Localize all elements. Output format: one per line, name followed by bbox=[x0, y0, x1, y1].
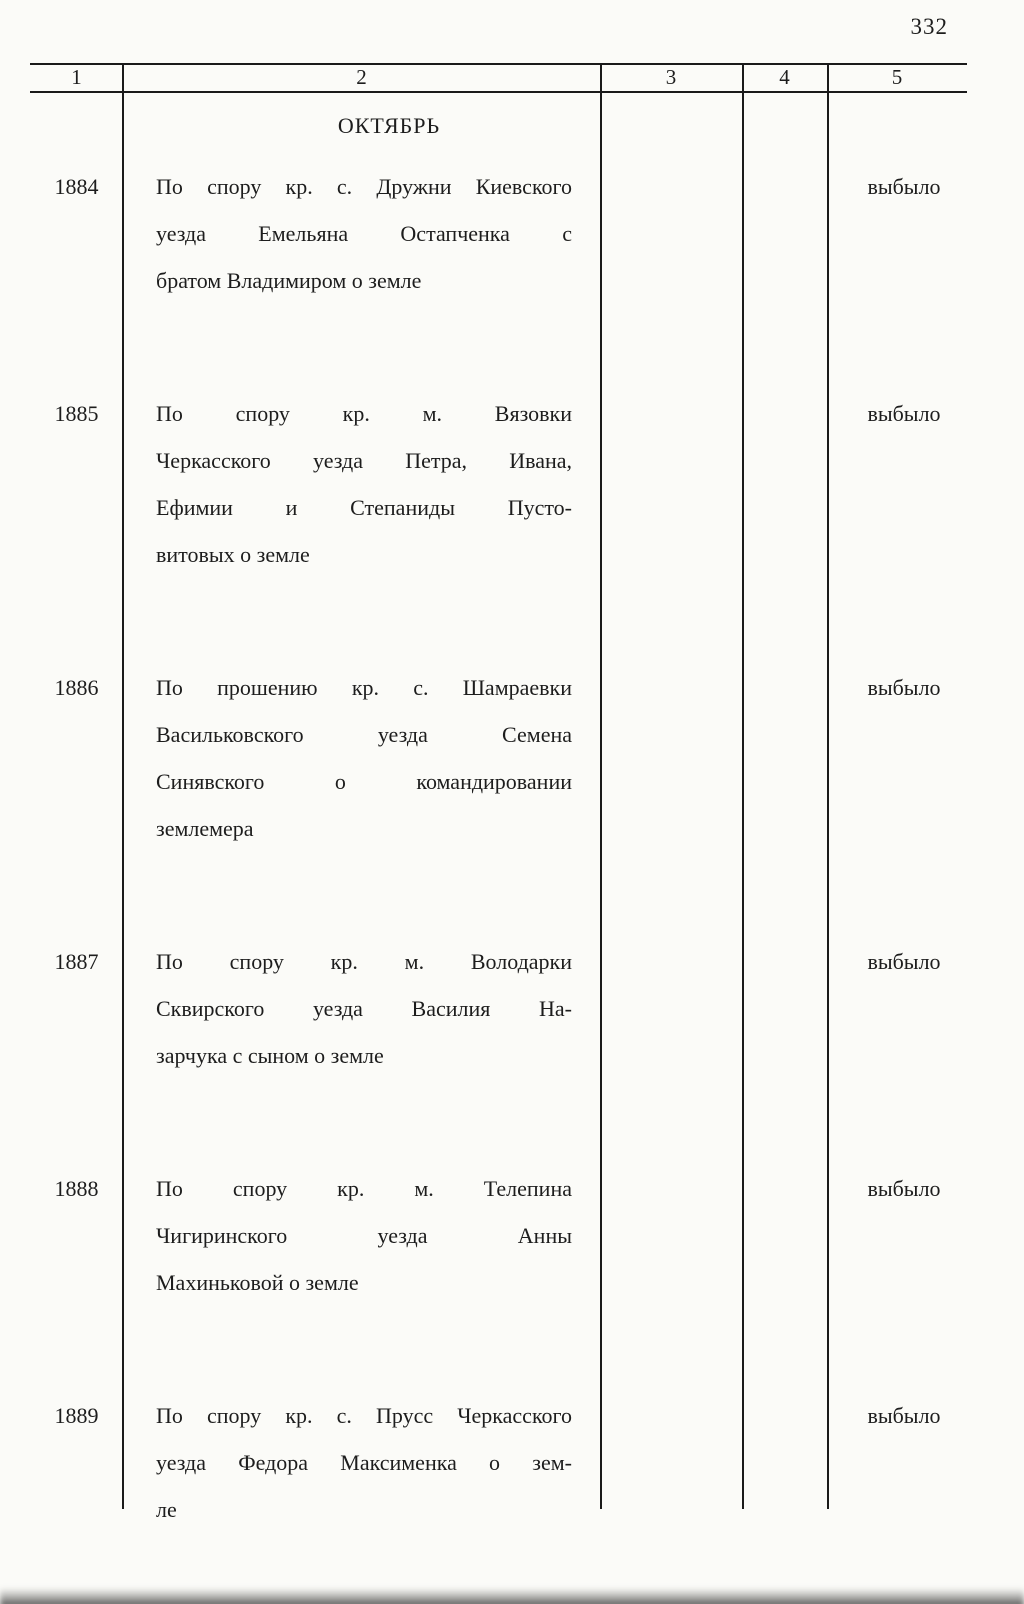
empty-cell-4 bbox=[742, 664, 827, 852]
entry-description bbox=[123, 390, 600, 578]
empty-cell-4 bbox=[742, 1392, 827, 1533]
entry-number: 1886 bbox=[54, 675, 99, 700]
entry-number: 1887 bbox=[54, 949, 99, 974]
entry-description bbox=[123, 1165, 600, 1306]
description-line: Ефимии и Степаниды Пусто- bbox=[156, 495, 572, 520]
entry-description bbox=[123, 938, 600, 1079]
description-line: По прошению кр. с. Шамраевки bbox=[156, 675, 572, 700]
column-header-1: 1 bbox=[71, 65, 82, 89]
description-line: По спору кр. с. Дружни Киевского bbox=[156, 174, 572, 199]
table-rows bbox=[0, 163, 1024, 1533]
entry-number: 1888 bbox=[54, 1176, 99, 1201]
table-body bbox=[0, 102, 1024, 1604]
empty-cell-3 bbox=[600, 1165, 742, 1306]
description-line: Махиньковой о земле bbox=[156, 1270, 359, 1295]
description-line: По спору кр. м. Телепина bbox=[156, 1176, 572, 1201]
entry-description bbox=[123, 664, 600, 852]
empty-cell-3 bbox=[600, 163, 742, 304]
description-line: ле bbox=[156, 1497, 177, 1522]
entry-status: выбыло bbox=[867, 1403, 941, 1428]
description-line: зарчука с сыном о земле bbox=[156, 1043, 384, 1068]
entry-status: выбыло bbox=[867, 174, 941, 199]
empty-cell-3 bbox=[600, 390, 742, 578]
column-header-2: 2 bbox=[356, 65, 367, 89]
entry-number: 1889 bbox=[54, 1403, 99, 1428]
table-row bbox=[0, 163, 1024, 304]
column-header-5: 5 bbox=[891, 65, 903, 89]
description-line: витовых о земле bbox=[156, 542, 310, 567]
entry-number: 1884 bbox=[54, 174, 99, 199]
entry-description bbox=[123, 1392, 600, 1533]
description-line: По спору кр. м. Вязовки bbox=[156, 401, 572, 426]
page-number: 332 bbox=[910, 14, 948, 39]
entry-status: выбыло bbox=[867, 401, 941, 426]
description-line: Сквирского уезда Василия На- bbox=[156, 996, 572, 1021]
month-section-header: ОКТЯБРЬ bbox=[337, 113, 441, 138]
entry-number: 1885 bbox=[54, 401, 99, 426]
empty-cell-4 bbox=[742, 163, 827, 304]
description-line: Черкасского уезда Петра, Ивана, bbox=[156, 448, 572, 473]
scan-edge-shadow bbox=[0, 1588, 1024, 1604]
column-header-4: 4 bbox=[779, 65, 790, 89]
empty-cell-4 bbox=[742, 938, 827, 1079]
empty-cell-3 bbox=[600, 938, 742, 1079]
table-row bbox=[0, 938, 1024, 1079]
description-line: По спору кр. м. Володарки bbox=[156, 949, 572, 974]
empty-cell-3 bbox=[600, 664, 742, 852]
description-line: Чигиринского уезда Анны bbox=[156, 1223, 572, 1248]
column-header-3: 3 bbox=[665, 65, 677, 89]
entry-status: выбыло bbox=[867, 949, 941, 974]
description-line: уезда Емельяна Остапченка с bbox=[156, 221, 572, 246]
description-line: Васильковского уезда Семена bbox=[156, 722, 572, 747]
empty-cell-3 bbox=[600, 1392, 742, 1533]
entry-status: выбыло bbox=[867, 1176, 941, 1201]
table-row bbox=[0, 664, 1024, 852]
description-line: уезда Федора Максименка о зем- bbox=[156, 1450, 572, 1475]
table-row bbox=[0, 390, 1024, 578]
entry-description bbox=[123, 163, 600, 304]
table-row bbox=[0, 1392, 1024, 1533]
entry-status: выбыло bbox=[867, 675, 941, 700]
empty-cell-4 bbox=[742, 1165, 827, 1306]
description-line: братом Владимиром о земле bbox=[156, 268, 422, 293]
description-line: Синявского о командировании bbox=[156, 769, 572, 794]
table-row bbox=[0, 1165, 1024, 1306]
description-line: землемера bbox=[156, 816, 254, 841]
table-header-row bbox=[0, 64, 1024, 92]
empty-cell-4 bbox=[742, 390, 827, 578]
description-line: По спору кр. с. Прусс Черкасского bbox=[156, 1403, 572, 1428]
